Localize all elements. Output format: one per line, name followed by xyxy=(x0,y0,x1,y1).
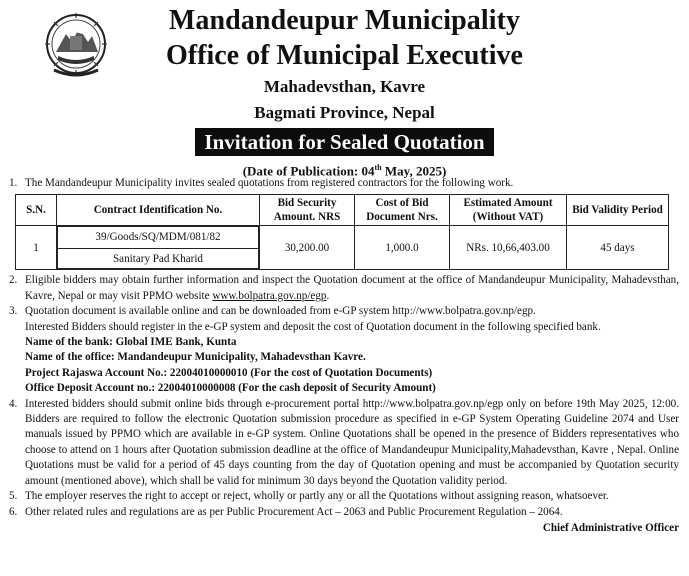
document-header xyxy=(0,4,689,179)
province-line: Bagmati Province, Nepal xyxy=(254,103,435,122)
paragraph-5: 5. The employer reserves the right to accept or reject, wholly or partly any or all the Quotations without assigning reason, whatsoever. xyxy=(9,490,609,503)
cell-estimated: NRs. 10,66,403.00 xyxy=(450,226,567,270)
col-header-cost-of-bid: Cost of Bid Document Nrs. xyxy=(355,195,450,226)
invitation-banner: Invitation for Sealed Quotation xyxy=(195,128,493,156)
deposit-account: Office Deposit Account no.: 22004010000008 (For the cash deposit of Security Amount) xyxy=(25,382,436,395)
municipality-title: Mandandeupur Municipality xyxy=(168,5,521,36)
paragraph-4: 4. Interested bidders should submit online bids through e-procurement portal http://www.bolpatra.gov.np/egp only on before 19th May 2025, 12:00. Bidders are required to follow the electronic Quotation submission procedure as specified in e-GP System Operating Guideline 2074 and User manuals issued by PPMO which are available in e-GP system. Online Quotations shall be opened in the presence of Bidders representatives who choose to attend on 1 hours after Quotation submission deadline at the office of Mandandeupur Municipality,Mahadevsthan, Kavre , Nepal. Online Quotations must be valid for a period of 45 days counting from the day of Quotation opening and must be accompanied by Quotation security amount (mentioned above), which shall be valid for minimum 30 days beyond the Quotation validity period. xyxy=(9,397,679,487)
col-header-validity: Bid Validity Period xyxy=(567,195,669,226)
cell-validity: 45 days xyxy=(567,226,669,270)
contract-id: 39/Goods/SQ/MDM/081/82 xyxy=(58,227,259,249)
col-header-bid-security: Bid Security Amount. NRS xyxy=(260,195,355,226)
cell-sn: 1 xyxy=(16,226,57,270)
bank-name: Name of the bank: Global IME Bank, Kunta xyxy=(25,336,237,349)
notice-body xyxy=(9,176,679,536)
ppmo-link[interactable]: www.bolpatra.gov.np/egp xyxy=(212,289,327,302)
col-header-sn: S.N. xyxy=(16,195,57,226)
col-header-contract: Contract Identification No. xyxy=(57,195,260,226)
paragraph-3: 3. Quotation document is available online and can be downloaded from e-GP system http://www.bolpatra.gov.np/egp. Interested Bidders should register in the e-GP system and deposit the cost of Quotation document in the following specified bank. Name of the bank: Global IME Bank, Kunta Name of the office: Mandandeupur Municipality, Mahadevsthan Kavre. Project Rajaswa Account No.: 22004010000010 (For the cost of Quotation Documents) Office Deposit Account no.: 22004010000008 (For the cash deposit of Security Amount) xyxy=(9,304,679,396)
office-name: Name of the office: Mandandeupur Municipality, Mahadevsthan Kavre. xyxy=(25,351,366,364)
paragraph-6: 6. Other related rules and regulations are as per Public Procurement Act – 2063 and Public Procurement Regulation – 2064. xyxy=(9,505,563,518)
address-line: Mahadevsthan, Kavre xyxy=(263,77,426,96)
col-header-estimated: Estimated Amount (Without VAT) xyxy=(450,195,567,226)
quotation-table xyxy=(15,194,669,270)
contract-item: Sanitary Pad Kharid xyxy=(58,249,259,269)
cell-bid-security: 30,200.00 xyxy=(260,226,355,270)
cell-contract xyxy=(57,226,260,270)
publication-date: (Date of Publication: 04th May, 2025) xyxy=(242,163,447,179)
paragraph-2: 2. Eligible bidders may obtain further information and inspect the Quotation document at the office of Mandandeupur Municipality, Mahadevsthan, Kavre, Nepal or may visit PPMO website www.bolpatra.gov.np/egp. xyxy=(9,274,679,302)
paragraph-1: 1. The Mandandeupur Municipality invites sealed quotations from registered contractors for the following work. xyxy=(9,177,514,189)
rajaswa-account: Project Rajaswa Account No.: 22004010000010 (For the cost of Quotation Documents) xyxy=(25,366,433,379)
office-title: Office of Municipal Executive xyxy=(166,40,523,71)
signoff: Chief Administrative Officer xyxy=(542,521,679,534)
cell-cost-of-bid: 1,000.0 xyxy=(355,226,450,270)
table-row xyxy=(16,226,669,270)
